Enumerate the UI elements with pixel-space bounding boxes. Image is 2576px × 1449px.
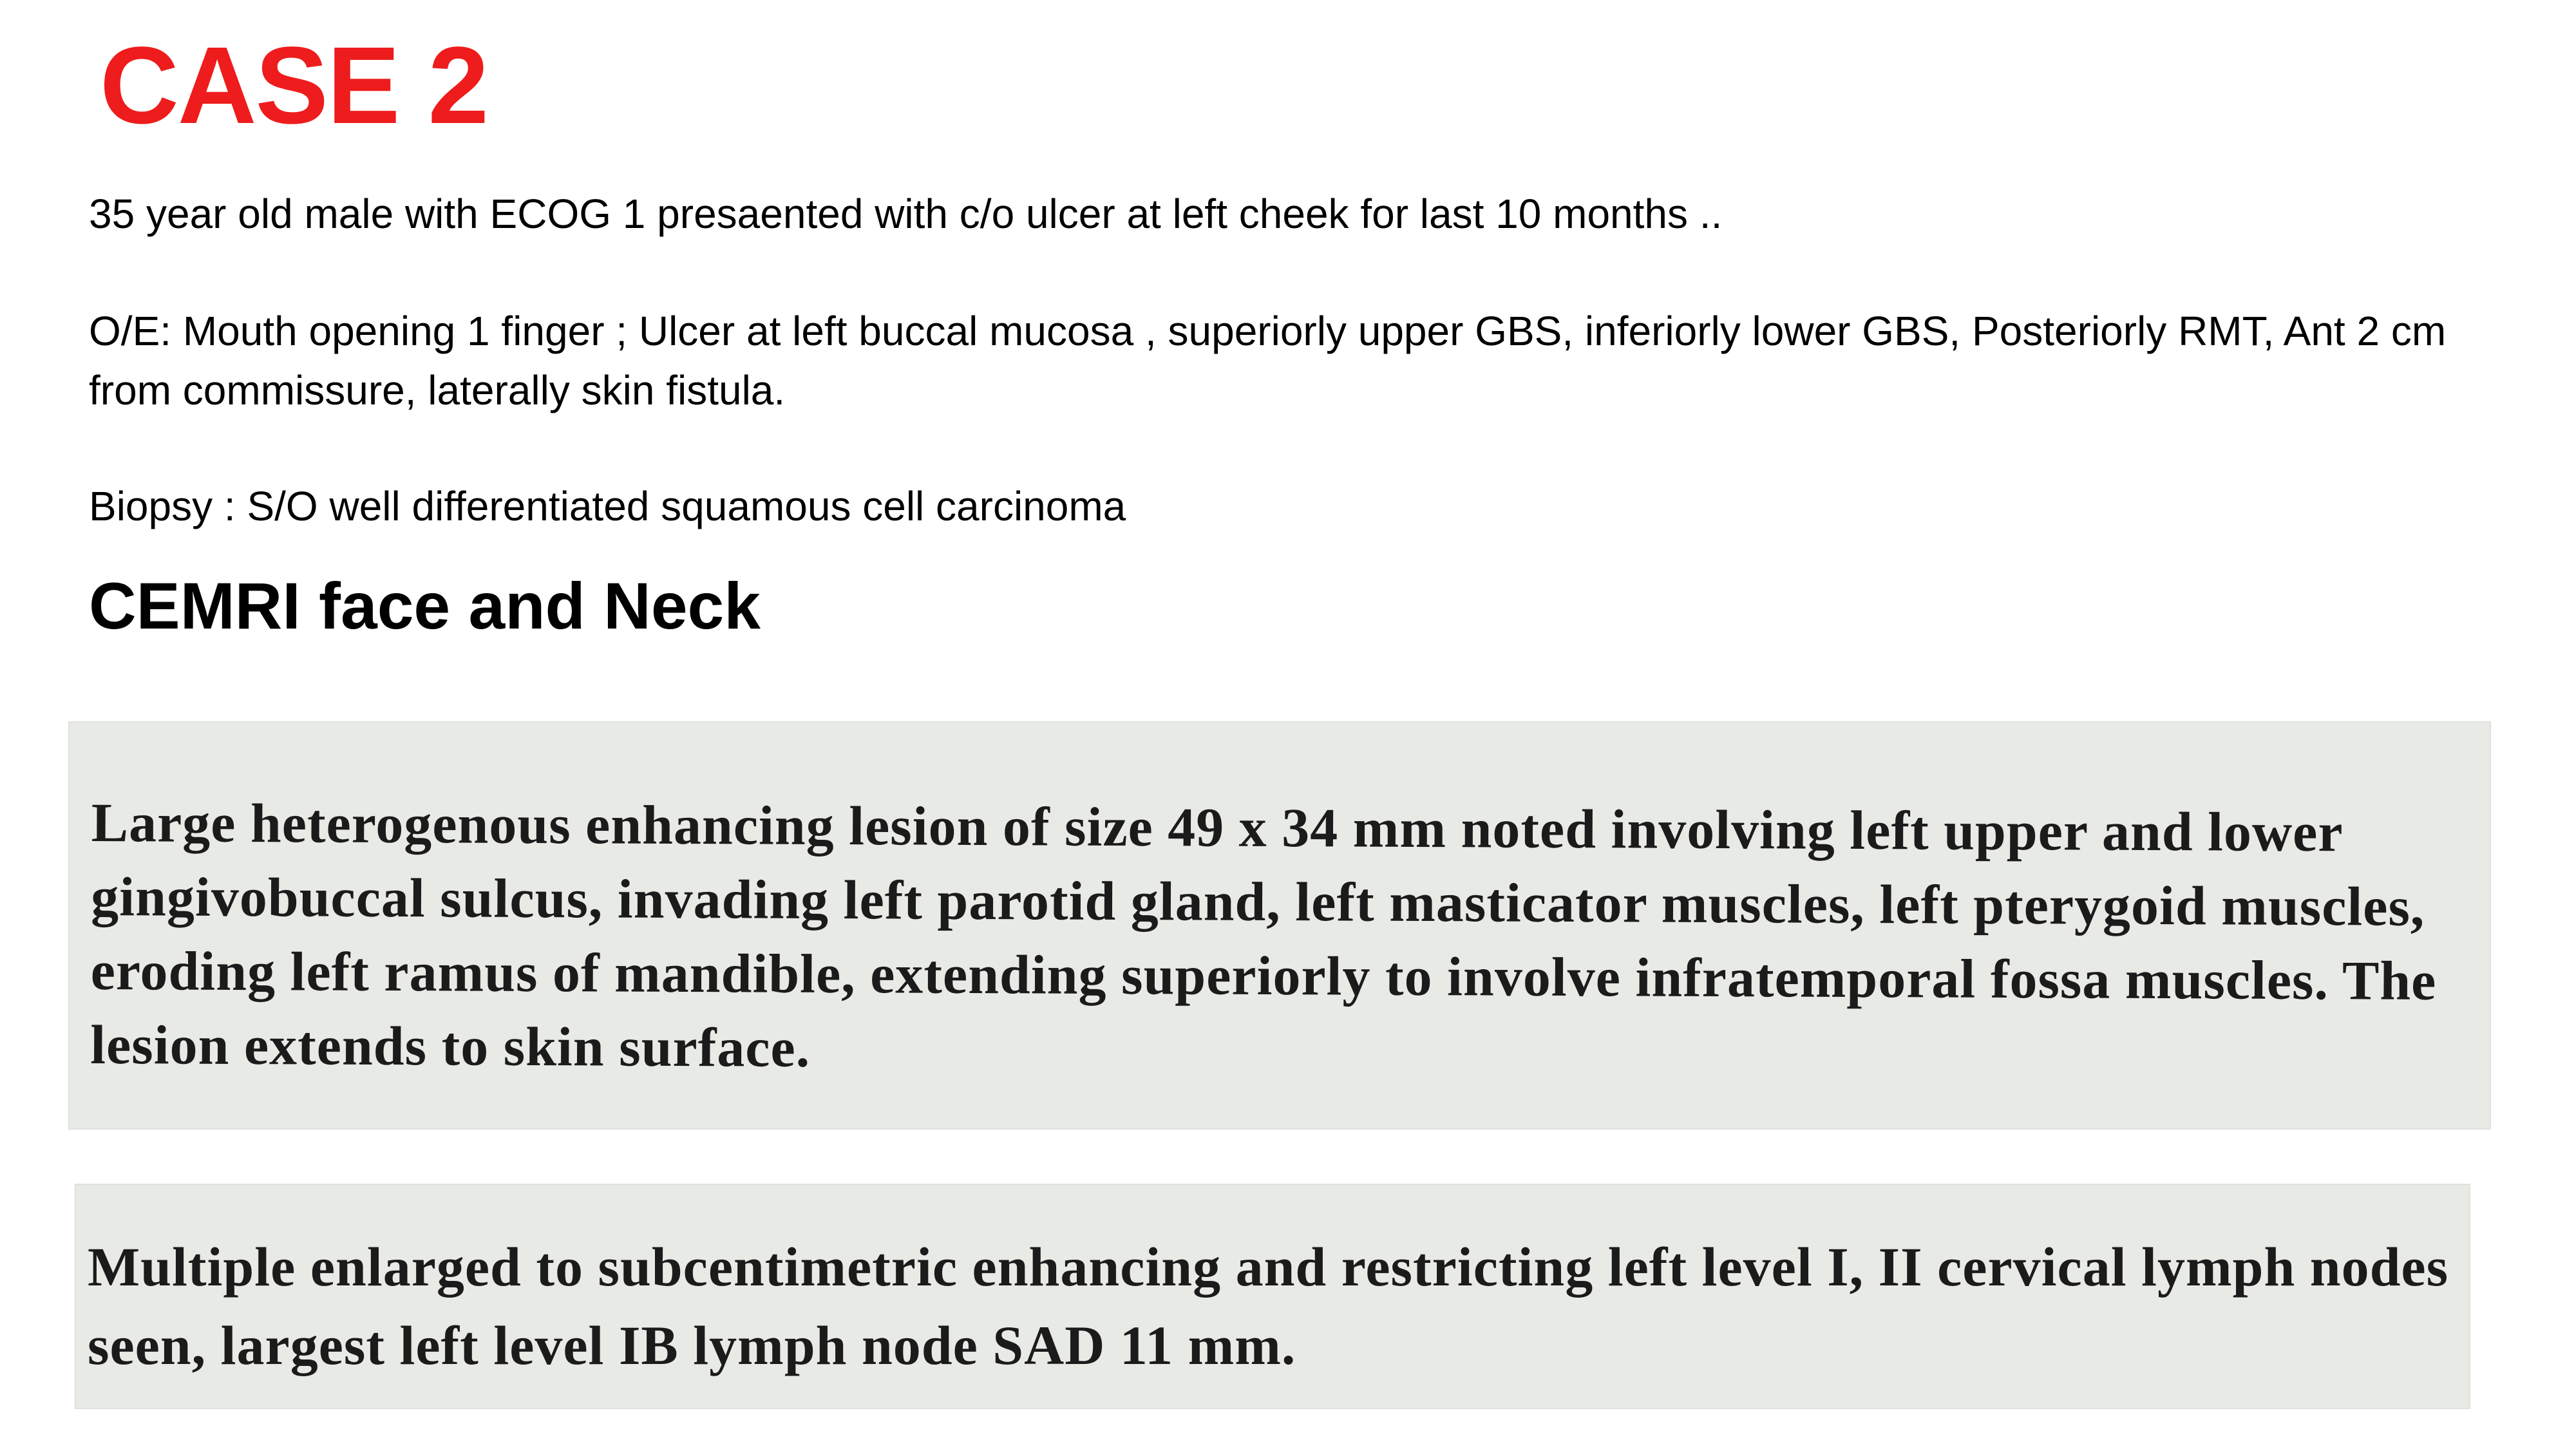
report-excerpt-primary-lesion (68, 721, 2491, 1130)
report-excerpt-text: Multiple enlarged to subcentimetric enhancing and restricting left level I, II cervical lymph nodes seen, largest left level IB lymph node SAD 11 mm. (88, 1236, 2449, 1376)
biopsy-result: Biopsy : S/O well differentiated squamous cell carcinoma (89, 483, 1126, 529)
clinical-history: 35 year old male with ECOG 1 presaented with c/o ulcer at left cheek for last 10 months .. (89, 191, 1723, 237)
slide-title: CASE 2 (100, 24, 488, 147)
report-excerpt-lymph-nodes (75, 1184, 2470, 1409)
examination-findings: O/E: Mouth opening 1 finger ; Ulcer at left buccal mucosa , superiorly upper GBS, inferiorly lower GBS, Posteriorly RMT, Ant 2 cm from commissure, laterally skin fistula. (89, 308, 2447, 413)
report-excerpt-text: Large heterogenous enhancing lesion of size 49 x 34 mm noted involving left upper and lower gingivobuccal sulcus, invading left parotid gland, left masticator muscles, left pterygoid muscles, eroding left ramus of mandible, extending superiorly to involve infratemporal fossa muscles. The lesion extends to skin surface. (90, 791, 2437, 1079)
imaging-heading: CEMRI face and Neck (89, 569, 761, 643)
